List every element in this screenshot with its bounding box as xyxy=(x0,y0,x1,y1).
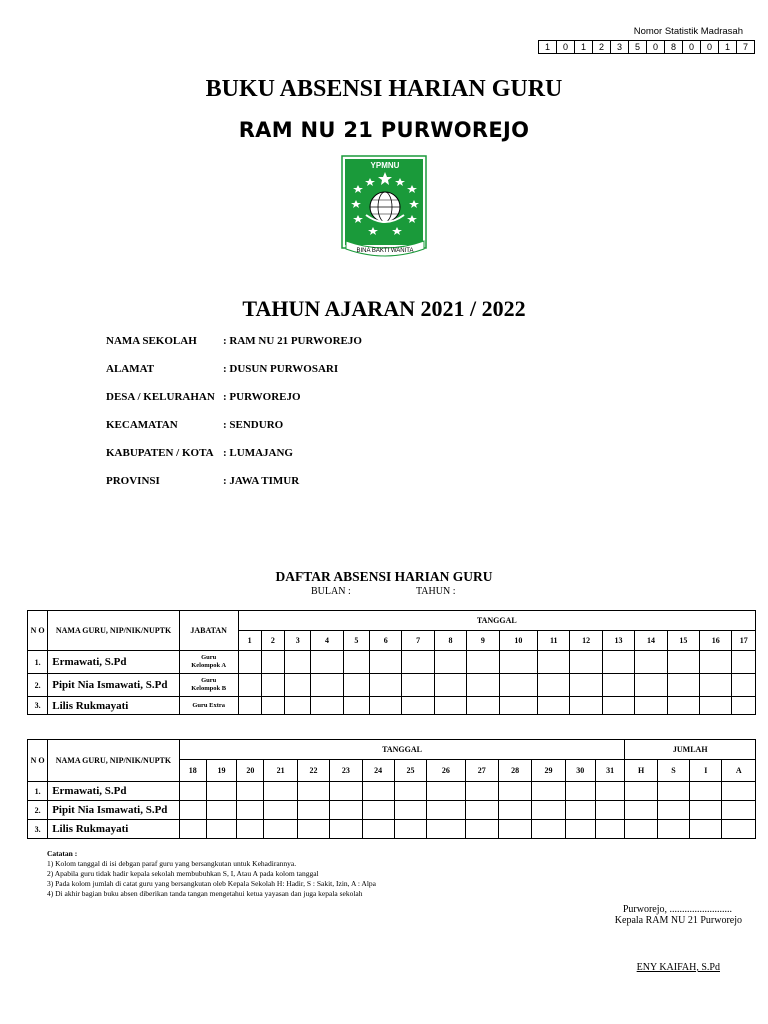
teacher-name: Ermawati, S.Pd xyxy=(48,782,179,801)
day-cell[interactable] xyxy=(700,651,732,674)
nsm-digit: 8 xyxy=(665,40,683,54)
info-value: : RAM NU 21 PURWOREJO xyxy=(223,335,362,347)
day-cell[interactable] xyxy=(311,651,343,674)
day-cell[interactable] xyxy=(370,697,402,715)
day-cell[interactable] xyxy=(532,782,565,801)
day-cell[interactable] xyxy=(732,651,756,674)
day-cell[interactable] xyxy=(370,651,402,674)
nsm-digit: 0 xyxy=(647,40,665,54)
table-row xyxy=(28,674,756,697)
logo-top-text: YPMNU xyxy=(370,161,400,170)
day-cell[interactable] xyxy=(394,782,426,801)
row-number: 1. xyxy=(28,651,48,674)
total-col-alpa: A xyxy=(722,760,756,782)
day-cell[interactable] xyxy=(370,674,402,697)
nsm-digit: 7 xyxy=(737,40,755,54)
day-number: 21 xyxy=(264,760,297,782)
day-cell[interactable] xyxy=(311,697,343,715)
nsm-digit: 5 xyxy=(629,40,647,54)
info-row-province xyxy=(106,475,299,487)
day-cell[interactable] xyxy=(179,820,206,839)
nsm-label: Nomor Statistik Madrasah xyxy=(633,26,743,37)
document-title: BUKU ABSENSI HARIAN GURU xyxy=(205,76,563,102)
position-header: JABATAN xyxy=(179,611,238,651)
info-row-village xyxy=(106,391,301,403)
day-cell[interactable] xyxy=(362,820,394,839)
row-number: 2. xyxy=(28,674,48,697)
total-cell[interactable] xyxy=(657,801,689,820)
day-cell[interactable] xyxy=(667,697,699,715)
day-cell[interactable] xyxy=(565,782,595,801)
name-header: NAMA GURU, NIP/NIK/NUPTK xyxy=(48,611,180,651)
day-cell[interactable] xyxy=(498,801,531,820)
day-number: 17 xyxy=(732,631,756,651)
school-name-title: RAM NU 21 PURWOREJO xyxy=(238,118,530,142)
day-cell[interactable] xyxy=(297,801,329,820)
day-cell[interactable] xyxy=(635,674,667,697)
day-cell[interactable] xyxy=(465,782,498,801)
day-cell[interactable] xyxy=(570,651,602,674)
day-cell[interactable] xyxy=(499,674,537,697)
info-label: DESA / KELURAHAN xyxy=(106,391,215,403)
day-cell[interactable] xyxy=(237,820,264,839)
total-col-izin: I xyxy=(690,760,722,782)
day-cell[interactable] xyxy=(434,697,466,715)
year-label: TAHUN : xyxy=(416,586,456,597)
day-number: 10 xyxy=(499,631,537,651)
total-cell[interactable] xyxy=(722,820,756,839)
attendance-list-title: DAFTAR ABSENSI HARIAN GURU xyxy=(275,569,493,584)
day-number: 7 xyxy=(402,631,434,651)
day-cell[interactable] xyxy=(330,820,362,839)
total-cell[interactable] xyxy=(690,801,722,820)
day-cell[interactable] xyxy=(297,820,329,839)
school-logo xyxy=(340,155,430,263)
day-number: 25 xyxy=(394,760,426,782)
day-cell[interactable] xyxy=(667,674,699,697)
day-cell[interactable] xyxy=(179,782,206,801)
day-cell[interactable] xyxy=(238,674,261,697)
name-header: NAMA GURU, NIP/NIK/NUPTK xyxy=(48,740,179,782)
academic-year-title: TAHUN AJARAN 2021 / 2022 xyxy=(242,296,526,321)
day-number: 24 xyxy=(362,760,394,782)
table-row xyxy=(28,697,756,715)
day-cell[interactable] xyxy=(362,782,394,801)
day-cell[interactable] xyxy=(343,697,369,715)
day-cell[interactable] xyxy=(264,801,297,820)
day-cell[interactable] xyxy=(498,782,531,801)
day-cell[interactable] xyxy=(285,697,311,715)
day-cell[interactable] xyxy=(427,782,465,801)
day-number: 14 xyxy=(635,631,667,651)
day-cell[interactable] xyxy=(343,674,369,697)
teacher-position: Guru Extra xyxy=(179,697,238,715)
day-number: 23 xyxy=(330,760,362,782)
day-cell[interactable] xyxy=(538,651,570,674)
teacher-name: Lilis Rukmayati xyxy=(48,697,180,715)
day-cell[interactable] xyxy=(498,820,531,839)
day-cell[interactable] xyxy=(297,782,329,801)
day-cell[interactable] xyxy=(330,801,362,820)
teacher-name: Pipit Nia Ismawati, S.Pd xyxy=(48,674,180,697)
day-cell[interactable] xyxy=(602,651,634,674)
day-number: 26 xyxy=(427,760,465,782)
nsm-digit: 3 xyxy=(611,40,629,54)
day-number: 15 xyxy=(667,631,699,651)
day-cell[interactable] xyxy=(261,651,284,674)
note-item: 4) Di akhir bagian buku absen diberikan tanda tangan mengetahui ketua yayasan dan juga kepala sekolah xyxy=(47,889,363,898)
day-number: 1 xyxy=(238,631,261,651)
no-header: N O xyxy=(28,611,48,651)
notes-section xyxy=(47,849,376,899)
info-label: PROVINSI xyxy=(106,475,160,487)
info-row-school-name xyxy=(106,335,362,347)
day-cell[interactable] xyxy=(667,651,699,674)
day-cell[interactable] xyxy=(499,651,537,674)
teacher-name: Pipit Nia Ismawati, S.Pd xyxy=(48,801,179,820)
info-row-regency xyxy=(106,447,293,459)
info-label: KABUPATEN / KOTA xyxy=(106,447,214,459)
day-cell[interactable] xyxy=(402,674,434,697)
day-number: 6 xyxy=(370,631,402,651)
day-cell[interactable] xyxy=(311,674,343,697)
table-row xyxy=(28,782,756,801)
day-cell[interactable] xyxy=(595,820,624,839)
day-cell[interactable] xyxy=(285,651,311,674)
day-number: 12 xyxy=(570,631,602,651)
day-cell[interactable] xyxy=(362,801,394,820)
info-value: : JAWA TIMUR xyxy=(223,475,300,487)
nsm-digit: 1 xyxy=(719,40,737,54)
attendance-table-days-18-31 xyxy=(27,739,756,839)
day-cell[interactable] xyxy=(261,697,284,715)
day-cell[interactable] xyxy=(635,697,667,715)
day-number: 3 xyxy=(285,631,311,651)
day-cell[interactable] xyxy=(465,820,498,839)
day-cell[interactable] xyxy=(538,697,570,715)
info-label: KECAMATAN xyxy=(106,419,178,431)
day-number: 28 xyxy=(498,760,531,782)
info-value: : PURWOREJO xyxy=(223,391,301,403)
nsm-digit: 0 xyxy=(683,40,701,54)
row-number: 3. xyxy=(28,697,48,715)
day-cell[interactable] xyxy=(570,697,602,715)
day-number: 11 xyxy=(538,631,570,651)
day-cell[interactable] xyxy=(700,697,732,715)
day-number: 13 xyxy=(602,631,634,651)
day-cell[interactable] xyxy=(237,782,264,801)
day-cell[interactable] xyxy=(261,674,284,697)
day-cell[interactable] xyxy=(402,697,434,715)
row-number: 3. xyxy=(28,820,48,839)
info-value: : SENDURO xyxy=(223,419,284,431)
teacher-name: Ermawati, S.Pd xyxy=(48,651,180,674)
day-cell[interactable] xyxy=(179,801,206,820)
day-cell[interactable] xyxy=(434,651,466,674)
total-cell[interactable] xyxy=(625,820,657,839)
row-number: 2. xyxy=(28,801,48,820)
no-header: N O xyxy=(28,740,48,782)
day-cell[interactable] xyxy=(434,674,466,697)
nsm-digit: 1 xyxy=(539,40,557,54)
day-number: 2 xyxy=(261,631,284,651)
day-cell[interactable] xyxy=(465,801,498,820)
nsm-digit: 0 xyxy=(557,40,575,54)
day-cell[interactable] xyxy=(467,697,499,715)
total-cell[interactable] xyxy=(722,801,756,820)
note-item: 2) Apabila guru tidak hadir kepala sekolah membubuhkan S, I, Atau A pada kolom tanggal xyxy=(47,869,319,878)
signature-position: Kepala RAM NU 21 Purworejo xyxy=(614,915,742,926)
total-cell[interactable] xyxy=(690,820,722,839)
day-cell[interactable] xyxy=(570,674,602,697)
day-cell[interactable] xyxy=(238,651,261,674)
day-cell[interactable] xyxy=(538,674,570,697)
day-cell[interactable] xyxy=(402,651,434,674)
day-cell[interactable] xyxy=(343,651,369,674)
nsm-digit: 2 xyxy=(593,40,611,54)
day-number: 18 xyxy=(179,760,206,782)
day-cell[interactable] xyxy=(602,674,634,697)
info-row-address xyxy=(106,363,338,375)
info-label: ALAMAT xyxy=(106,363,155,375)
note-item: 3) Pada kolom jumlah di catat guru yang bersangkutan oleb Kepala Sekolah H: Hadir, S : Sakit, Izin, A : Alpa xyxy=(47,879,377,888)
date-header: TANGGAL xyxy=(179,740,625,760)
row-number: 1. xyxy=(28,782,48,801)
day-cell[interactable] xyxy=(206,820,236,839)
day-number: 5 xyxy=(343,631,369,651)
day-cell[interactable] xyxy=(394,820,426,839)
day-number: 16 xyxy=(700,631,732,651)
day-cell[interactable] xyxy=(565,801,595,820)
signature-name: ENY KAIFAH, S.Pd xyxy=(636,962,720,973)
teacher-name: Lilis Rukmayati xyxy=(48,820,179,839)
day-cell[interactable] xyxy=(732,697,756,715)
teacher-position: Guru Kelompok B xyxy=(179,674,238,697)
table-row xyxy=(28,820,756,839)
day-cell[interactable] xyxy=(532,820,565,839)
day-cell[interactable] xyxy=(532,801,565,820)
day-cell[interactable] xyxy=(206,782,236,801)
day-cell[interactable] xyxy=(565,820,595,839)
month-year-line xyxy=(311,586,455,597)
total-cell[interactable] xyxy=(625,801,657,820)
total-col-hadir: H xyxy=(625,760,657,782)
attendance-table-days-1-17 xyxy=(27,610,756,715)
day-cell[interactable] xyxy=(602,697,634,715)
signature-place-date: Purworejo, ......................... xyxy=(622,904,732,915)
day-cell[interactable] xyxy=(732,674,756,697)
table-row xyxy=(28,801,756,820)
total-cell[interactable] xyxy=(722,782,756,801)
day-number: 22 xyxy=(297,760,329,782)
day-cell[interactable] xyxy=(206,801,236,820)
day-number: 4 xyxy=(311,631,343,651)
day-number: 19 xyxy=(206,760,236,782)
day-cell[interactable] xyxy=(285,674,311,697)
day-cell[interactable] xyxy=(467,674,499,697)
day-number: 29 xyxy=(532,760,565,782)
teacher-position: Guru Kelompok A xyxy=(179,651,238,674)
date-header: TANGGAL xyxy=(238,611,755,631)
day-cell[interactable] xyxy=(238,697,261,715)
day-number: 8 xyxy=(434,631,466,651)
total-cell[interactable] xyxy=(657,782,689,801)
logo-bottom-text: BINA BAKTI WANITA xyxy=(356,248,414,254)
total-cell[interactable] xyxy=(657,820,689,839)
month-label: BULAN : xyxy=(311,586,351,597)
table-row xyxy=(28,651,756,674)
info-value: : LUMAJANG xyxy=(223,447,293,459)
day-cell[interactable] xyxy=(330,782,362,801)
day-cell[interactable] xyxy=(264,782,297,801)
day-cell[interactable] xyxy=(595,801,624,820)
total-header: JUMLAH xyxy=(625,740,756,760)
day-cell[interactable] xyxy=(427,820,465,839)
day-number: 20 xyxy=(237,760,264,782)
day-cell[interactable] xyxy=(394,801,426,820)
total-cell[interactable] xyxy=(625,782,657,801)
day-cell[interactable] xyxy=(499,697,537,715)
day-number: 30 xyxy=(565,760,595,782)
day-cell[interactable] xyxy=(237,801,264,820)
day-number: 27 xyxy=(465,760,498,782)
day-number: 31 xyxy=(595,760,624,782)
day-number: 9 xyxy=(467,631,499,651)
nsm-digit: 0 xyxy=(701,40,719,54)
day-cell[interactable] xyxy=(427,801,465,820)
nsm-digit: 1 xyxy=(575,40,593,54)
day-cell[interactable] xyxy=(467,651,499,674)
nsm-digit-boxes xyxy=(538,40,755,54)
info-value: : DUSUN PURWOSARI xyxy=(223,363,339,375)
day-cell[interactable] xyxy=(635,651,667,674)
note-item: 1) Kolom tanggal di isi debgan paraf guru yang bersangkutan untuk Kehadirannya. xyxy=(47,859,297,868)
total-cell[interactable] xyxy=(690,782,722,801)
notes-title: Catatan : xyxy=(47,849,78,858)
info-row-district xyxy=(106,419,283,431)
info-label: NAMA SEKOLAH xyxy=(106,335,197,347)
total-col-sakit: S xyxy=(657,760,689,782)
day-cell[interactable] xyxy=(264,820,297,839)
day-cell[interactable] xyxy=(595,782,624,801)
day-cell[interactable] xyxy=(700,674,732,697)
